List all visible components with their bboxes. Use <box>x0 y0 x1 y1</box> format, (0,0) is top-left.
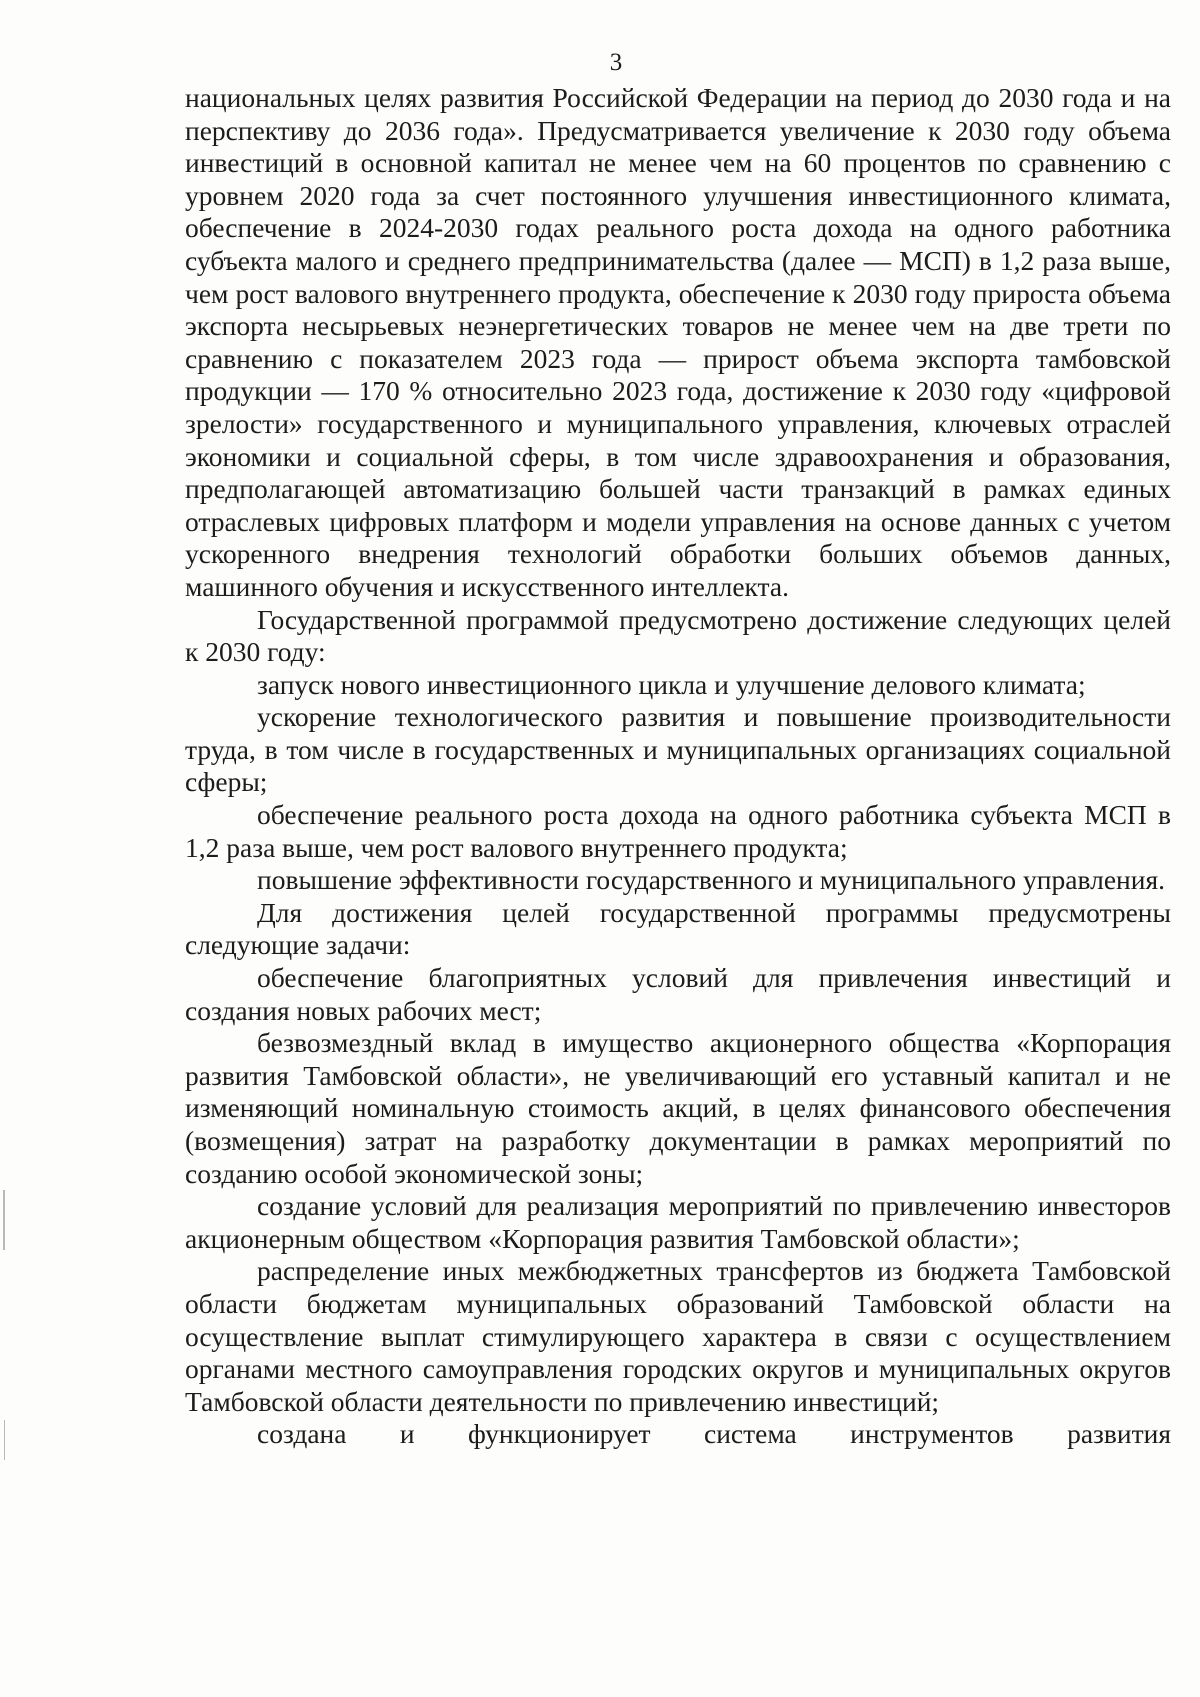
paragraph: Государственной программой предусмотрено достижение следующих целей к 2030 году: <box>185 603 1171 668</box>
page-number: 3 <box>609 49 623 76</box>
list-item: создание условий для реализация мероприятий по привлечению инвесторов акционерным обществом «Корпорация развития Тамбовской области»; <box>185 1190 1171 1254</box>
list-item: распределение иных межбюджетных трансфертов из бюджета Тамбовской области бюджетам муниципальных образований Тамбовской области на осуществление выплат стимулирующего характера в связи с осуществлением органами местного самоуправления городских округов и муниципальных округов Тамбовской области деятельности по привлечению инвестиций; <box>185 1255 1171 1417</box>
paragraph: национальных целях развития Российской Федерации на период до 2030 года и на перспективу до 2036 года». Предусматривается увеличение к 2030 году объема инвестиций в основной капитал не менее чем на 60 процентов по сравнению с уровнем 2020 года за счет постоянного улучшения инвестиционного климата, обеспечение в 2024-2030 годах реального роста дохода на одного работника субъекта малого и среднего предпринимательства (далее — МСП) в 1,2 раза выше, чем рост валового внутреннего продукта, обеспечение к 2030 году прироста объема экспорта несырьевых неэнергетических товаров не менее чем на две трети по сравнению с показателем 2023 года — прирост объема экспорта тамбовской продукции — 170 % относительно 2023 года, достижение к 2030 году «цифровой зрелости» государственного и муниципального управления, ключевых отраслей экономики и социальной сферы, в том числе здравоохранения и образования, предполагающей автоматизацию большей части транзакций в рамках единых отраслевых цифровых платформ и модели управления на основе данных с учетом ускоренного внедрения технологий обработки больших объемов данных, машинного обучения и искусственного интеллекта. <box>185 82 1171 602</box>
list-item: обеспечение реального роста дохода на одного работника субъекта МСП в 1,2 раза выше, чем рост валового внутреннего продукта; <box>185 799 1171 863</box>
body-text <box>185 82 1171 1451</box>
list-item: создана и функционирует система инструментов развития <box>257 1418 1171 1450</box>
list-item: ускорение технологического развития и повышение производительности труда, в том числе в государственных и муниципальных организациях социальной сферы; <box>185 701 1171 798</box>
list-item: обеспечение благоприятных условий для привлечения инвестиций и создания новых рабочих мест; <box>185 962 1171 1026</box>
scan-artifact <box>4 1420 5 1460</box>
list-item: запуск нового инвестиционного цикла и улучшение делового климата; <box>257 668 1086 700</box>
list-item: повышение эффективности государственного и муниципального управления. <box>257 864 1165 896</box>
paragraph: Для достижения целей государственной программы предусмотрены следующие задачи: <box>185 896 1171 961</box>
list-item: безвозмездный вклад в имущество акционерного общества «Корпорация развития Тамбовской области», не увеличивающий его уставный капитал и не изменяющий номинальную стоимость акций, в целях финансового обеспечения (возмещения) затрат на разработку документации в рамках мероприятий по созданию особой экономической зоны; <box>185 1027 1171 1189</box>
scan-artifact <box>3 1190 5 1250</box>
